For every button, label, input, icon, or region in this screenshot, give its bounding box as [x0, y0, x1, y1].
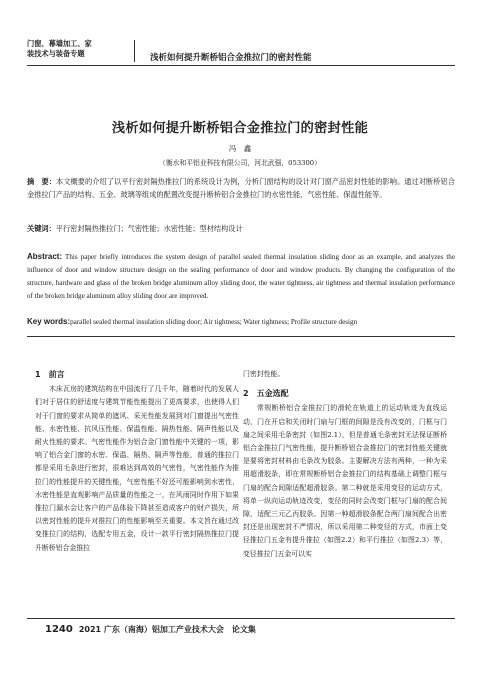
conference-name: 2021 广东（南海）铝加工产业技术大会 论文集	[78, 625, 256, 634]
section-hardware-paragraph: 常规断桥铝合金推拉门的滑轮在轨道上的运动轨迹为直线运动，门在开启和关闭时门扇与门框的间隙是没有改变的，门框与门扇之间采用毛条密封（如图2.1），但是普通毛条密封无法保证断桥铝合金推拉门气密性能，提升断桥铝合金推拉门的密封性能关键就是要将密封材料由毛条改为胶条。主要解决方法有两种，一种为采用超滑胶条，即在常规断桥铝合金推拉门的结构基础上调整门框与门扇的配合间隙适配超滑胶条。第二种就是采用变径的运动方式，将单一纵向运动轨迹改变，变径的同时会改变门框与门扇的配合间隙，适配三元乙丙胶条。因第一种超滑胶条配合两门扇间配合出密封还是出现密封不严情况，所以采用第二种变径的方式，市面上变径推拉门五金有提升推拉（如图2.2）和平行推拉（如图2.3）等，变径推拉门五金可以实	[243, 404, 447, 558]
keywords-cn	[27, 223, 455, 235]
footer-rule	[27, 618, 455, 619]
abstract-divider	[27, 336, 455, 337]
series-label-line2: 装技术与装备专题	[27, 49, 85, 58]
running-title: 浅析如何提升断桥铝合金推拉门的密封性能	[150, 53, 312, 63]
abstract-en-label: Abstract:	[27, 252, 63, 261]
abstract-cn-text: 本文概要的介绍了以平行密封隔热推拉门的系统设计为例，分析门窗结构的设计对门窗产品密封性能的影响。通过对断桥铝合金推拉门产品的结构、五金、玻璃等组成的配置改变提升断桥铝合金推拉门的水密性能、气密性能、保温性能等。	[27, 177, 455, 200]
header-rule	[27, 65, 455, 66]
section-intro-continuation: 门密封性能。	[243, 370, 285, 378]
body-column-right	[243, 368, 447, 561]
keywords-cn-text: 平行密封隔热推拉门；气密性能；水密性能；型材结构设计	[55, 224, 243, 233]
keywords-cn-label: 关键词：	[27, 224, 56, 233]
series-label-line1: 门窗、幕墙加工、家	[27, 39, 92, 48]
paper-author: 冯 鑫	[228, 144, 252, 153]
section-heading-intro: 1 前言	[35, 370, 65, 379]
paper-title: 浅析如何提升断桥铝合金推拉门的密封性能	[111, 121, 369, 136]
abstract-cn	[27, 175, 455, 202]
section-heading-hardware: 2 五金选配	[243, 389, 289, 399]
keywords-en	[27, 316, 455, 328]
keywords-en-label: Key words:	[27, 317, 71, 326]
abstract-en-text: This paper briefly introduces the system design of parallel sealed thermal insulation sliding door as an example, and analyzes the influence of door and window structure design on the sealing performance of door and window products. By changing the configuration of the structure, hardware and glass of the broken bridge aluminum alloy sliding door, the water tightness, air tightness and thermal insulation performance of the broken bridge aluminum alloy sliding door are improved.	[27, 253, 455, 300]
section-intro-paragraph: 木床瓦房的建筑结构在中国流行了几千年，随着时代的发展人们对于居住的舒适度与建筑节能性能提出了更高要求，也使得人们对于门窗的要求从简单的遮风、采光性能发展到对门窗提出气密性能、水密性能、抗风压性能、保温性能、隔热性能、隔声性能以及耐火性能的要求。气密性能作为铝合金门窗性能中关键的一项，影响了铝合金门窗的水密、保温、隔热、隔声等性能，普通的推拉门都是采用毛条进行密封，很难达到高效的气密性，气密性能作为推拉门的性能提升的关键性能，气密性能不好还可能影响到水密性，水密性能是直观影响产品质量的性能之一，在风雨同时作用下如果推拉门漏水会让客户的产品体验下降甚至造成客户的财产损失，所以密封性能的提升对推拉门的性能影响至关重要。本文旨在通过改变推拉门的结构，选配专用五金，设计一款平行密封隔热推拉门提升断桥铝合金推拉	[35, 385, 239, 552]
series-label	[27, 39, 127, 59]
page-footer	[45, 624, 256, 635]
paper-affiliation: （衡水和平铝业科技有限公司，河北武强，053300）	[159, 159, 321, 167]
abstract-en	[27, 250, 455, 303]
page-number: 1240	[45, 624, 73, 635]
abstract-cn-label: 摘 要：	[27, 177, 57, 186]
keywords-en-text: parallel sealed thermal insulation sliding door; Air tightness; Water tightness; Profile structure design	[70, 318, 358, 326]
header-divider	[134, 40, 135, 62]
body-column-left	[35, 368, 239, 555]
